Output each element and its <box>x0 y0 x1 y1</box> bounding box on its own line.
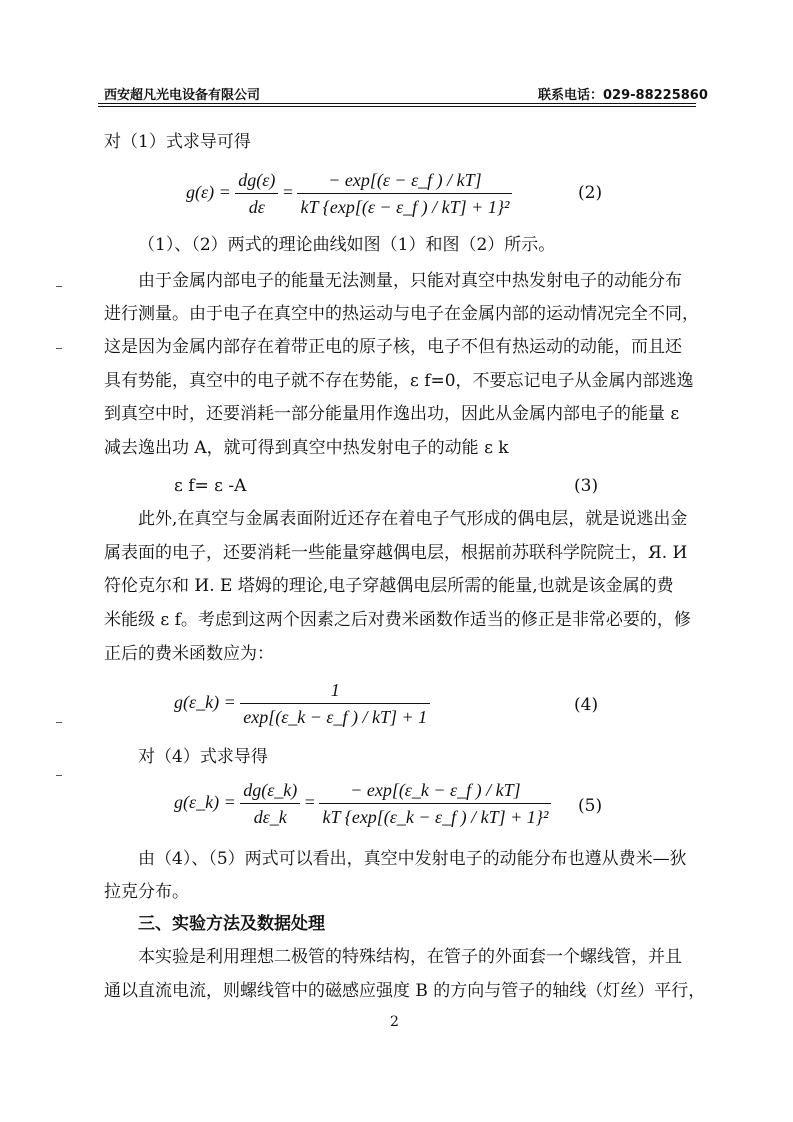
eq5-rhs-numerator: − exp[(ε_k − ε_f ) / kT] <box>350 780 521 800</box>
paragraph-line: 符伦克尔和 И. Е 塔姆的理论,电子穿越偶电层所需的能量,也就是该金属的费 <box>104 576 674 596</box>
eq2-rhs-denominator: kT {exp[(ε − ε_f ) / kT] + 1}² <box>297 193 512 218</box>
equation-4-number: (4) <box>574 695 599 715</box>
eq2-lhs: g(ε) = <box>186 182 231 203</box>
eq4-numerator: 1 <box>330 680 340 700</box>
paragraph-line: 属表面的电子，还要消耗一些能量穿越偶电层，根据前苏联科学院院士，Я. И <box>104 543 688 563</box>
paragraph-line: 本实验是利用理想二极管的特殊结构，在管子的外面套一个螺线管，并且 <box>138 947 682 967</box>
eq2-rhs-numerator: − exp[(ε − ε_f ) / kT] <box>328 170 482 190</box>
paragraph-line: 具有势能，真空中的电子就不存在势能，ε f=0，不要忘记电子从金属内部逃逸 <box>104 371 694 391</box>
scan-margin-mark <box>56 348 62 349</box>
eq2-mid-denominator: dε <box>235 193 278 218</box>
eq5-mid-denominator: dε_k <box>240 803 300 828</box>
eq2-derivative-fraction <box>235 170 278 218</box>
eq5-mid-numerator: dg(ε_k) <box>243 780 298 800</box>
eq2-mid-numerator: dg(ε) <box>238 170 276 190</box>
equation-3-number: (3) <box>574 476 599 496</box>
header-rule-thin <box>98 106 696 107</box>
header-contact: 联系电话：029-88225860 <box>538 88 708 103</box>
equation-5 <box>174 780 551 828</box>
paragraph-line: 进行测量。由于电子在真空中的热运动与电子在金属内部的运动情况完全不同， <box>104 304 699 324</box>
paragraph-line: 这是因为金属内部存在着带正电的原子核，电子不但有热运动的动能，而且还 <box>104 337 682 357</box>
scan-margin-mark <box>56 286 62 287</box>
eq4-fraction <box>240 680 430 728</box>
eq5-equals: = <box>304 792 315 813</box>
scan-margin-mark <box>56 775 62 776</box>
paragraph-line: 米能级 ε f。考虑到这两个因素之后对费米函数作适当的修正是非常必要的，修 <box>104 610 691 630</box>
paragraph-line: 到真空中时，还要消耗一部分能量用作逸出功，因此从金属内部电子的能量 ε <box>104 404 680 424</box>
page-number: 2 <box>390 1014 399 1030</box>
eq2-equals: = <box>282 182 293 203</box>
equation-2-number: (2) <box>578 183 603 203</box>
paragraph-curves: （1）、（2）两式的理论曲线如图（1）和图（2）所示。 <box>138 235 556 255</box>
eq4-denominator: exp[(ε_k − ε_f ) / kT] + 1 <box>240 703 430 728</box>
header-rule <box>98 103 696 104</box>
paragraph-derivative-intro: 对（1）式求导可得 <box>104 132 251 152</box>
equation-3: ε f= ε -A <box>174 476 247 496</box>
section-heading-methods: 三、实验方法及数据处理 <box>138 914 325 934</box>
paragraph-line: 拉克分布。 <box>104 882 189 902</box>
paragraph-line: 此外,在真空与金属表面附近还存在着电子气形成的偶电层，就是说逃出金 <box>138 509 688 529</box>
equation-5-number: (5) <box>578 796 603 816</box>
equation-2 <box>186 170 512 218</box>
paragraph-line: 通以直流电流，则螺线管中的磁感应强度 B 的方向与管子的轴线（灯丝）平行， <box>104 981 706 1001</box>
paragraph-line: 由（4）、（5）两式可以看出，真空中发射电子的动能分布也遵从费米—狄 <box>138 849 687 869</box>
header-company: 西安超凡光电设备有限公司 <box>104 88 261 103</box>
scan-margin-mark <box>56 722 62 723</box>
eq5-rhs-denominator: kT {exp[(ε_k − ε_f ) / kT] + 1}² <box>319 803 551 828</box>
eq4-lhs: g(ε_k) = <box>174 692 236 713</box>
eq2-rhs-fraction <box>297 170 512 218</box>
equation-4 <box>174 680 430 728</box>
eq5-rhs-fraction <box>319 780 551 828</box>
eq5-lhs: g(ε_k) = <box>174 792 236 813</box>
paragraph-line: 减去逸出功 A，就可得到真空中热发射电子的动能 ε k <box>104 438 509 458</box>
paragraph-line: 正后的费米函数应为： <box>104 644 274 664</box>
eq5-derivative-fraction <box>240 780 300 828</box>
paragraph-derivative-4: 对（4）式求导得 <box>138 747 268 767</box>
paragraph-line: 由于金属内部电子的能量无法测量，只能对真空中热发射电子的动能分布 <box>138 271 682 291</box>
